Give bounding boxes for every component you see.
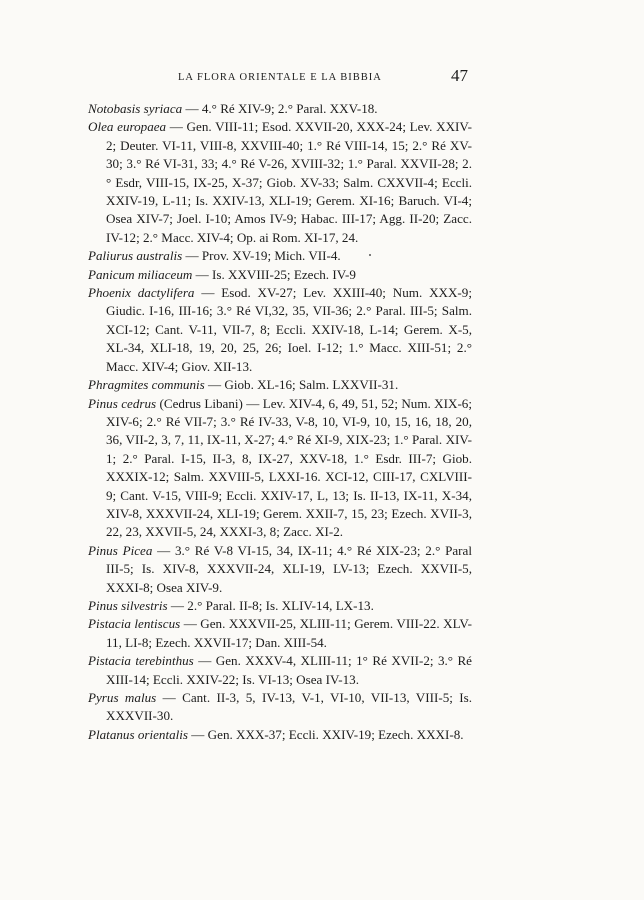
- species-name: Pistacia terebinthus: [88, 653, 194, 669]
- entry-olea-europaea: [88, 118, 472, 247]
- scripture-references: — Giob. XL-16; Salm. LXXVII-31.: [204, 377, 399, 393]
- page-header: [60, 66, 468, 88]
- species-name: Pistacia lentiscus: [88, 616, 181, 632]
- scripture-references: — Prov. XV-19; Mich. VII-4.: [182, 248, 341, 264]
- entry-pistacia-terebinthus: [88, 652, 472, 689]
- page-number: 47: [451, 66, 468, 85]
- entry-phoenix-dactylifera: [88, 284, 472, 376]
- scripture-references: — 3.° Ré V-8 VI-15, 34, IX-11; 4.° Ré XIX-23; 2.° Paral III-5; Is. XIV-8, XXXVII-24, XLI-19, LV-13; Ezech. XXVII-5, XXXI-8; Osea XIV-9.: [106, 542, 472, 595]
- species-name: Platanus orientalis: [88, 726, 189, 742]
- entry-notobasis-syriaca: [88, 100, 472, 118]
- scripture-references: (Cedrus Libani) — Lev. XIV-4, 6, 49, 51, 52; Num. XIX-6; XIV-6; 2.° Ré VII-7; 3.° Ré IV-33, V-8, 10, VI-9, 10, 15, 16, 18, 20, 36, VII-2, 3, 7, 11, IX-11, X-27; 4.° Ré XI-9, XIX-23; 1.° Paral. XIV-1; 2.° Paral. I-15, II-3, 8, IX-27, XXV-18, 1.° Esdr. III-7; Giob. XXXIX-12; Salm. XXVIII-5, LXXI-16. XCI-12, CIII-17, CXLVIII-9; Cant. V-15, VIII-9; Eccli. XXIV-17, L, 13; Is. II-13, IX-11, X-34, XIV-8, XXXVII-24, XLI-19; Gerem. XXII-7, 15, 23; Ezech. XVII-3, 22, 23, XXVII-5, 24, XXXI-3, 8; Zacc. XI-2.: [106, 395, 472, 540]
- entry-pinus-cedrus: [88, 395, 472, 542]
- entry-pinus-picea: [88, 542, 472, 597]
- species-name: Phoenix dactylifera: [88, 285, 195, 301]
- plant-reference-list: [88, 100, 472, 744]
- scripture-references: — Esod. XV-27; Lev. XXIII-40; Num. XXX-9; Giudic. I-16, III-16; 3.° Ré VI,32, 35, VII-36; 2.° Paral. III-5; Salm. XCI-12; Cant. V-11, VII-7, 8; Eccli. XXIV-18, L-14; Gerem. X-5, XL-34, XLI-18, 19, 20, 25, 26; Ioel. I-12; 1.° Macc. XIII-51; 2.° Macc. XIV-4; Giov. XII-13.: [106, 285, 472, 374]
- ink-speck: [369, 254, 371, 256]
- entry-platanus-orientalis: [88, 726, 472, 744]
- running-title: LA FLORA ORIENTALE E LA BIBBIA: [178, 72, 382, 83]
- entry-phragmites-communis: [88, 376, 472, 394]
- species-name: Notobasis syriaca: [88, 101, 183, 116]
- scripture-references: — Gen. XXXV-4, XLIII-11; 1° Ré XVII-2; 3.° Ré XIII-14; Eccli. XXIV-22; Is. VI-13; Osea IV-13.: [106, 653, 472, 687]
- entry-pinus-silvestris: [88, 597, 472, 615]
- scripture-references: — Gen. XXX-37; Eccli. XXIV-19; Ezech. XXXI-8.: [188, 726, 464, 742]
- entry-paliurus-australis: [88, 247, 472, 265]
- species-name: Paliurus australis: [88, 248, 183, 264]
- entry-panicum-miliaceum: [88, 266, 472, 284]
- entry-pistacia-lentiscus: [88, 615, 472, 652]
- scripture-references: — Gen. VIII-11; Esod. XXVII-20, XXX-24; Lev. XXIV-2; Deuter. VI-11, VIII-8, XXVIII-40; 1.° Ré VIII-14, 15; 2.° Ré XV-30; 3.° Ré VI-31, 33; 4.° Ré V-26, XVIII-32; 1.° Paral. XXVII-28; 2.° Esdr, VIII-15, IX-25, X-37; Giob. XV-33; Salm. CXXVII-4; Eccli. XXIV-19, L-11; Is. XXIV-13, XLI-19; Gerem. XI-16; Baruch. VI-4; Osea XIV-7; Joel. I-10; Amos IV-9; Habac. III-17; Agg. II-20; Zacc. IV-12; 2.° Macc. XIV-4; Op. ai Rom. XI-17, 24.: [106, 119, 472, 245]
- scripture-references: — Is. XXVIII-25; Ezech. IV-9: [192, 266, 356, 282]
- species-name: Phragmites communis: [88, 377, 205, 393]
- scripture-references: — 2.° Paral. II-8; Is. XLIV-14, LX-13.: [167, 597, 374, 613]
- species-name: Panicum miliaceum: [88, 266, 193, 282]
- entry-pyrus-malus: [88, 689, 472, 726]
- species-name: Olea europaea: [88, 119, 167, 135]
- species-name: Pinus silvestris: [88, 597, 168, 613]
- species-name: Pinus Picea: [88, 542, 153, 558]
- species-name: Pinus cedrus: [88, 395, 157, 411]
- scripture-references: — Cant. II-3, 5, IV-13, V-1, VI-10, VII-13, VIII-5; Is. XXXVII-30.: [106, 690, 472, 724]
- scripture-references: — Gen. XXXVII-25, XLIII-11; Gerem. VIII-22. XLV-11, LI-8; Ezech. XXVII-17; Dan. XIII-54.: [106, 616, 472, 650]
- scripture-references: — 4.° Ré XIV-9; 2.° Paral. XXV-18.: [182, 101, 378, 116]
- species-name: Pyrus malus: [88, 690, 157, 705]
